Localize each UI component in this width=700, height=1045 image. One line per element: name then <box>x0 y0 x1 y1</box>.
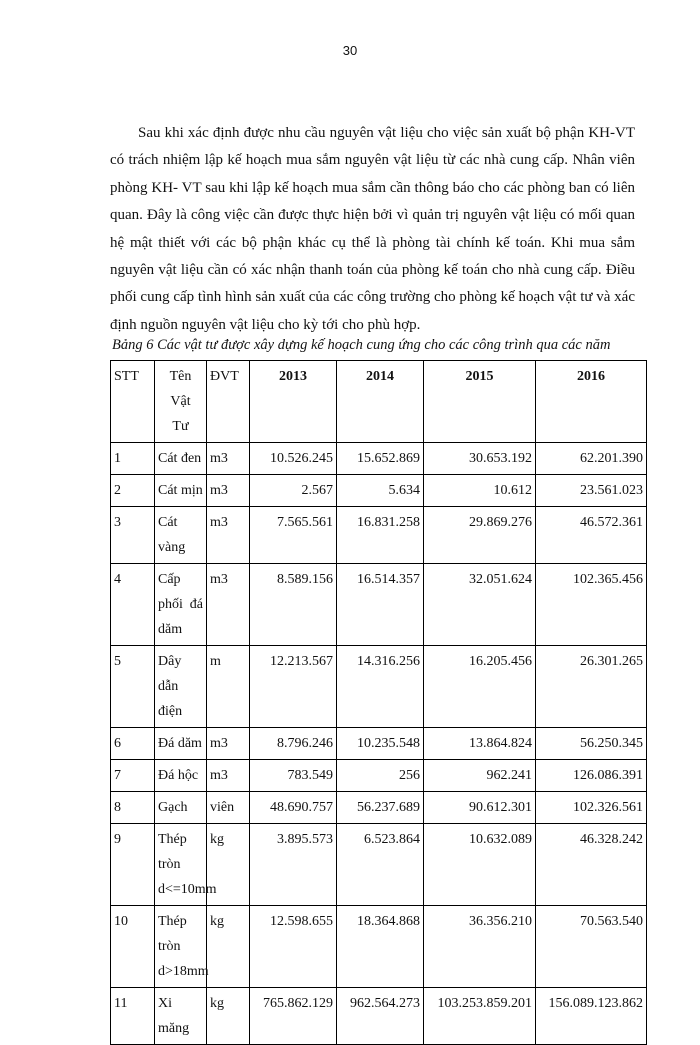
row-stt: 3 <box>111 507 155 564</box>
table-caption: Bảng 6 Các vật tư được xây dựng kế hoạch cung ứng cho các công trình qua các năm <box>112 337 611 353</box>
row-stt: 11 <box>111 988 155 1045</box>
row-material-name: Xi măng <box>155 988 207 1045</box>
row-value-2013: 3.895.573 <box>250 824 337 906</box>
table-header-row <box>111 361 647 443</box>
row-value-2015: 962.241 <box>424 760 536 792</box>
row-stt: 5 <box>111 646 155 728</box>
row-material-name: Cát mịn <box>155 475 207 507</box>
row-value-2016: 102.326.561 <box>536 792 647 824</box>
header-2014: 2014 <box>337 361 424 443</box>
row-stt: 7 <box>111 760 155 792</box>
row-value-2014: 56.237.689 <box>337 792 424 824</box>
row-value-2015: 36.356.210 <box>424 906 536 988</box>
row-value-2014: 16.831.258 <box>337 507 424 564</box>
row-value-2016: 23.561.023 <box>536 475 647 507</box>
row-value-2015: 10.612 <box>424 475 536 507</box>
row-value-2013: 765.862.129 <box>250 988 337 1045</box>
row-unit: m3 <box>207 728 250 760</box>
row-value-2014: 10.235.548 <box>337 728 424 760</box>
header-2016: 2016 <box>536 361 647 443</box>
row-value-2014: 15.652.869 <box>337 443 424 475</box>
row-stt: 9 <box>111 824 155 906</box>
row-value-2016: 26.301.265 <box>536 646 647 728</box>
table-row <box>111 792 647 824</box>
row-value-2016: 62.201.390 <box>536 443 647 475</box>
row-value-2014: 5.634 <box>337 475 424 507</box>
row-stt: 8 <box>111 792 155 824</box>
row-value-2015: 90.612.301 <box>424 792 536 824</box>
row-value-2015: 16.205.456 <box>424 646 536 728</box>
header-stt: STT <box>111 361 155 443</box>
row-value-2016: 70.563.540 <box>536 906 647 988</box>
row-stt: 6 <box>111 728 155 760</box>
row-unit: viên <box>207 792 250 824</box>
table-row <box>111 646 647 728</box>
table-body <box>111 443 647 1045</box>
row-material-name: Cát vàng <box>155 507 207 564</box>
row-value-2013: 2.567 <box>250 475 337 507</box>
table-row <box>111 443 647 475</box>
header-2015: 2015 <box>424 361 536 443</box>
row-material-name: Thép tròn d<=10mm <box>155 824 207 906</box>
table-row <box>111 906 647 988</box>
header-name-line2: Tư <box>172 419 189 434</box>
row-unit: kg <box>207 906 250 988</box>
table-row <box>111 728 647 760</box>
row-value-2014: 18.364.868 <box>337 906 424 988</box>
row-value-2013: 7.565.561 <box>250 507 337 564</box>
row-value-2015: 13.864.824 <box>424 728 536 760</box>
row-stt: 4 <box>111 564 155 646</box>
row-material-name: Đá hộc <box>155 760 207 792</box>
header-name <box>155 361 207 443</box>
row-value-2016: 102.365.456 <box>536 564 647 646</box>
row-value-2014: 256 <box>337 760 424 792</box>
row-value-2013: 12.213.567 <box>250 646 337 728</box>
row-value-2016: 46.328.242 <box>536 824 647 906</box>
table-row <box>111 824 647 906</box>
row-value-2015: 30.653.192 <box>424 443 536 475</box>
row-value-2016: 46.572.361 <box>536 507 647 564</box>
header-2013: 2013 <box>250 361 337 443</box>
row-value-2013: 8.796.246 <box>250 728 337 760</box>
row-value-2016: 56.250.345 <box>536 728 647 760</box>
table-row <box>111 988 647 1045</box>
table-row <box>111 475 647 507</box>
body-paragraph: Sau khi xác định được nhu cầu nguyên vật liệu cho việc sản xuất bộ phận KH-VT có trách nhiệm lập kế hoạch mua sắm nguyên vật liệu từ các nhà cung cấp. Nhân viên phòng KH- VT sau khi lập kế hoạch mua sắm cần thông báo cho các phòng ban có liên quan. Đây là công việc cần được thực hiện bởi vì quản trị nguyên vật liệu có mối quan hệ mật thiết với các bộ phận khác cụ thể là phòng tài chính kế toán. Khi mua sắm nguyên vật liệu cần có xác nhận thanh toán của phòng kế toán cho nhà cung cấp. Điều phối cung cấp tình hình sản xuất của các công trường cho phòng kế hoạch vật tư và xác định nguồn nguyên vật liệu cho kỳ tới cho phù hợp. <box>110 125 635 333</box>
row-value-2016: 156.089.123.862 <box>536 988 647 1045</box>
row-unit: m3 <box>207 507 250 564</box>
row-unit: m3 <box>207 475 250 507</box>
row-value-2013: 8.589.156 <box>250 564 337 646</box>
row-unit: m3 <box>207 760 250 792</box>
row-value-2015: 103.253.859.201 <box>424 988 536 1045</box>
table-row <box>111 507 647 564</box>
row-unit: m3 <box>207 443 250 475</box>
row-value-2014: 6.523.864 <box>337 824 424 906</box>
table-row <box>111 760 647 792</box>
row-value-2013: 48.690.757 <box>250 792 337 824</box>
row-value-2013: 10.526.245 <box>250 443 337 475</box>
row-value-2015: 10.632.089 <box>424 824 536 906</box>
row-value-2015: 32.051.624 <box>424 564 536 646</box>
row-value-2014: 14.316.256 <box>337 646 424 728</box>
row-stt: 1 <box>111 443 155 475</box>
row-material-name: Cấp phối đá dăm <box>155 564 207 646</box>
row-material-name: Cát đen <box>155 443 207 475</box>
row-unit: kg <box>207 824 250 906</box>
row-stt: 10 <box>111 906 155 988</box>
row-material-name: Thép tròn d>18mm <box>155 906 207 988</box>
table-row <box>111 564 647 646</box>
row-value-2013: 783.549 <box>250 760 337 792</box>
row-value-2016: 126.086.391 <box>536 760 647 792</box>
header-unit: ĐVT <box>207 361 250 443</box>
row-value-2014: 16.514.357 <box>337 564 424 646</box>
materials-table <box>110 360 647 1045</box>
row-material-name: Đá dăm <box>155 728 207 760</box>
row-value-2014: 962.564.273 <box>337 988 424 1045</box>
row-stt: 2 <box>111 475 155 507</box>
row-material-name: Gạch <box>155 792 207 824</box>
row-value-2013: 12.598.655 <box>250 906 337 988</box>
row-unit: m3 <box>207 564 250 646</box>
row-unit: m <box>207 646 250 728</box>
row-unit: kg <box>207 988 250 1045</box>
page-number: 30 <box>342 43 358 58</box>
row-material-name: Dây dẫn điện <box>155 646 207 728</box>
header-name-line1: Tên Vật <box>169 369 192 409</box>
row-value-2015: 29.869.276 <box>424 507 536 564</box>
